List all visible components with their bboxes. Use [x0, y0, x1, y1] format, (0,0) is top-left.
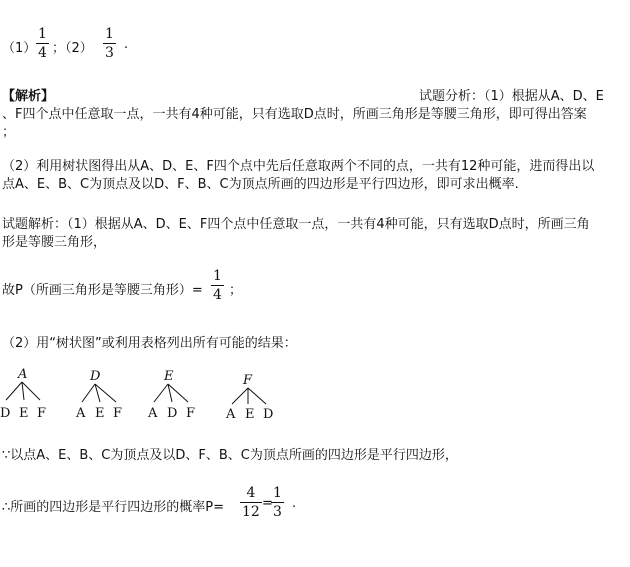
tree-d-leaf-3: F [113, 406, 123, 421]
tree-f-leaf-3: D [263, 407, 274, 422]
conclusion-line1: ∵以点A、E、B、C为顶点及以D、F、B、C为顶点所画的四边形是平行四边形， [2, 448, 458, 463]
analysis-line3: ； [2, 125, 16, 140]
tree-e-root: E [164, 369, 174, 384]
tree-d-root: D [90, 369, 101, 384]
answer-part1-label: （1） [2, 41, 37, 56]
conclusion-fraction-1: 4 12 [242, 485, 260, 520]
tree-diagram [0, 362, 300, 422]
tree-f-leaf-1: A [226, 407, 236, 422]
answer-fraction-2: 1 3 [105, 26, 114, 61]
answer-separator: ；（2） [52, 41, 93, 56]
analysis2-line2: 点A、E、B、C为顶点及以D、F、B、C为顶点所画的四边形是平行四边形，即可求出概率. [2, 177, 519, 192]
tree-f-leaf-2: E [245, 407, 255, 422]
analysis-line1: 试题分析：（1）根据从A、D、E [419, 89, 604, 104]
tree-d-leaf-1: A [76, 406, 86, 421]
tree-a-leaf-2: E [19, 406, 29, 421]
jiexi-heading: 【解析】 [2, 89, 55, 104]
probability-prefix: 故P（所画三角形是等腰三角形）= [2, 283, 203, 298]
tree-a-leaf-3: F [37, 406, 47, 421]
tree-f-root: F [243, 373, 253, 388]
conclusion-end: . [292, 496, 297, 511]
probability-fraction: 1 4 [213, 268, 222, 303]
tree-e-leaf-2: D [167, 406, 178, 421]
answer-end: . [124, 37, 129, 52]
tree-intro: （2）用“树状图”或利用表格列出所有可能的结果： [2, 336, 297, 351]
analysis-line2: 、F四个点中任意取一点，一共有4种可能，只有选取D点时，所画三角形是等腰三角形，即可得出答案 [2, 107, 587, 122]
tree-a [0, 367, 46, 421]
probability-suffix: ； [229, 283, 243, 298]
answer-fraction-1: 1 4 [38, 26, 47, 61]
conclusion-fraction-2: 1 3 [273, 485, 282, 520]
tree-a-leaf-1: D [0, 406, 11, 421]
tree-a-root: A [18, 367, 28, 382]
tree-e [147, 369, 195, 421]
tree-e-leaf-1: A [148, 406, 158, 421]
conclusion-prefix: ∴所画的四边形是平行四边形的概率P= [2, 500, 225, 515]
tree-e-leaf-3: F [186, 406, 196, 421]
conclusion-equals: = [262, 496, 273, 511]
solution-line2: 形是等腰三角形， [2, 235, 107, 250]
solution-line1: 试题解析：（1）根据从A、D、E、F四个点中任意取一点，一共有4种可能，只有选取D点时，所画三角 [2, 217, 590, 232]
analysis2-line1: （2）利用树状图得出从A、D、E、F四个点中先后任意取两个不同的点，一共有12种可能，进而得出以 [2, 159, 595, 174]
tree-d-leaf-2: E [95, 406, 105, 421]
tree-f [225, 373, 273, 422]
tree-d [75, 369, 122, 421]
